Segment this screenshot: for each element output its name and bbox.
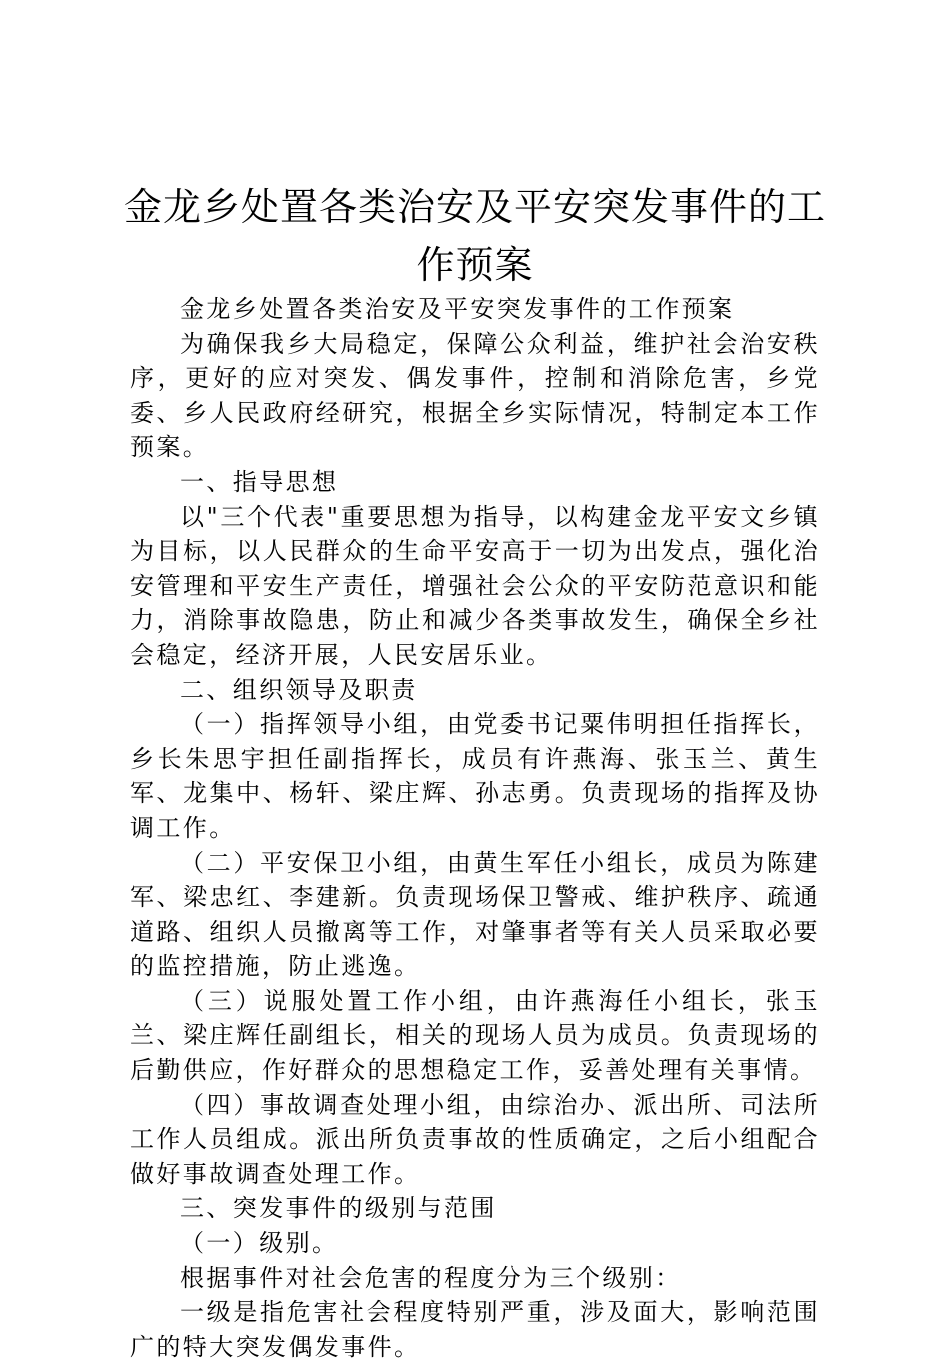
heading-organization: 二、组织领导及职责 [180, 675, 418, 704]
paragraph-security-group: （二）平安保卫小组，由黄生军任小组长，成员为陈建军、梁忠红、李建新。负责现场保卫警戒、维护秩序、疏通道路、组织人员撤离等工作，对肇事者等有关人员采取必要的监控措施，防止逃逸。 [130, 848, 820, 981]
paragraph-guiding-thought: 以"三个代表"重要思想为指导，以构建金龙平安文乡镇为目标，以人民群众的生命平安高于一切为出发点，强化治安管理和平安生产责任，增强社会公众的平安防范意识和能力，消除事故隐患，防止和减少各类事故发生，确保全乡社会稳定，经济开展，人民安居乐业。 [130, 502, 820, 669]
document-body [130, 292, 820, 1364]
heading-levels-and-scope: 三、突发事件的级别与范围 [180, 1194, 497, 1223]
paragraph-persuasion-group: （三）说服处置工作小组，由许燕海任小组长，张玉兰、梁庄辉任副组长，相关的现场人员为成员。负责现场的后勤供应，作好群众的思想稳定工作，妥善处理有关事情。 [130, 986, 820, 1085]
paragraph-level-one: 一级是指危害社会程度特别严重，涉及面大，影响范围广的特大突发偶发事件。 [130, 1298, 820, 1361]
paragraph-levels-intro: 根据事件对社会危害的程度分为三个级别： [180, 1263, 682, 1292]
paragraph-command-group: （一）指挥领导小组，由党委书记粟伟明担任指挥长，乡长朱思宇担任副指挥长，成员有许燕海、张玉兰、黄生军、龙集中、杨轩、梁庄辉、孙志勇。负责现场的指挥及协调工作。 [130, 710, 820, 842]
paragraph-subtitle: 金龙乡处置各类治安及平安突发事件的工作预案 [180, 295, 735, 323]
paragraph-investigation-group: （四）事故调查处理小组，由综治办、派出所、司法所工作人员组成。派出所负责事故的性质确定，之后小组配合做好事故调查处理工作。 [130, 1090, 820, 1188]
heading-guiding-thought: 一、指导思想 [180, 467, 339, 496]
document-title: 金龙乡处置各类治安及平安突发事件的工作预案 [123, 185, 826, 287]
paragraph-purpose: 为确保我乡大局稳定，保障公众利益，维护社会治安秩序，更好的应对突发、偶发事件，控制和消除危害，乡党委、乡人民政府经研究，根据全乡实际情况，特制定本工作预案。 [130, 329, 820, 462]
subheading-levels: （一）级别。 [180, 1229, 339, 1258]
